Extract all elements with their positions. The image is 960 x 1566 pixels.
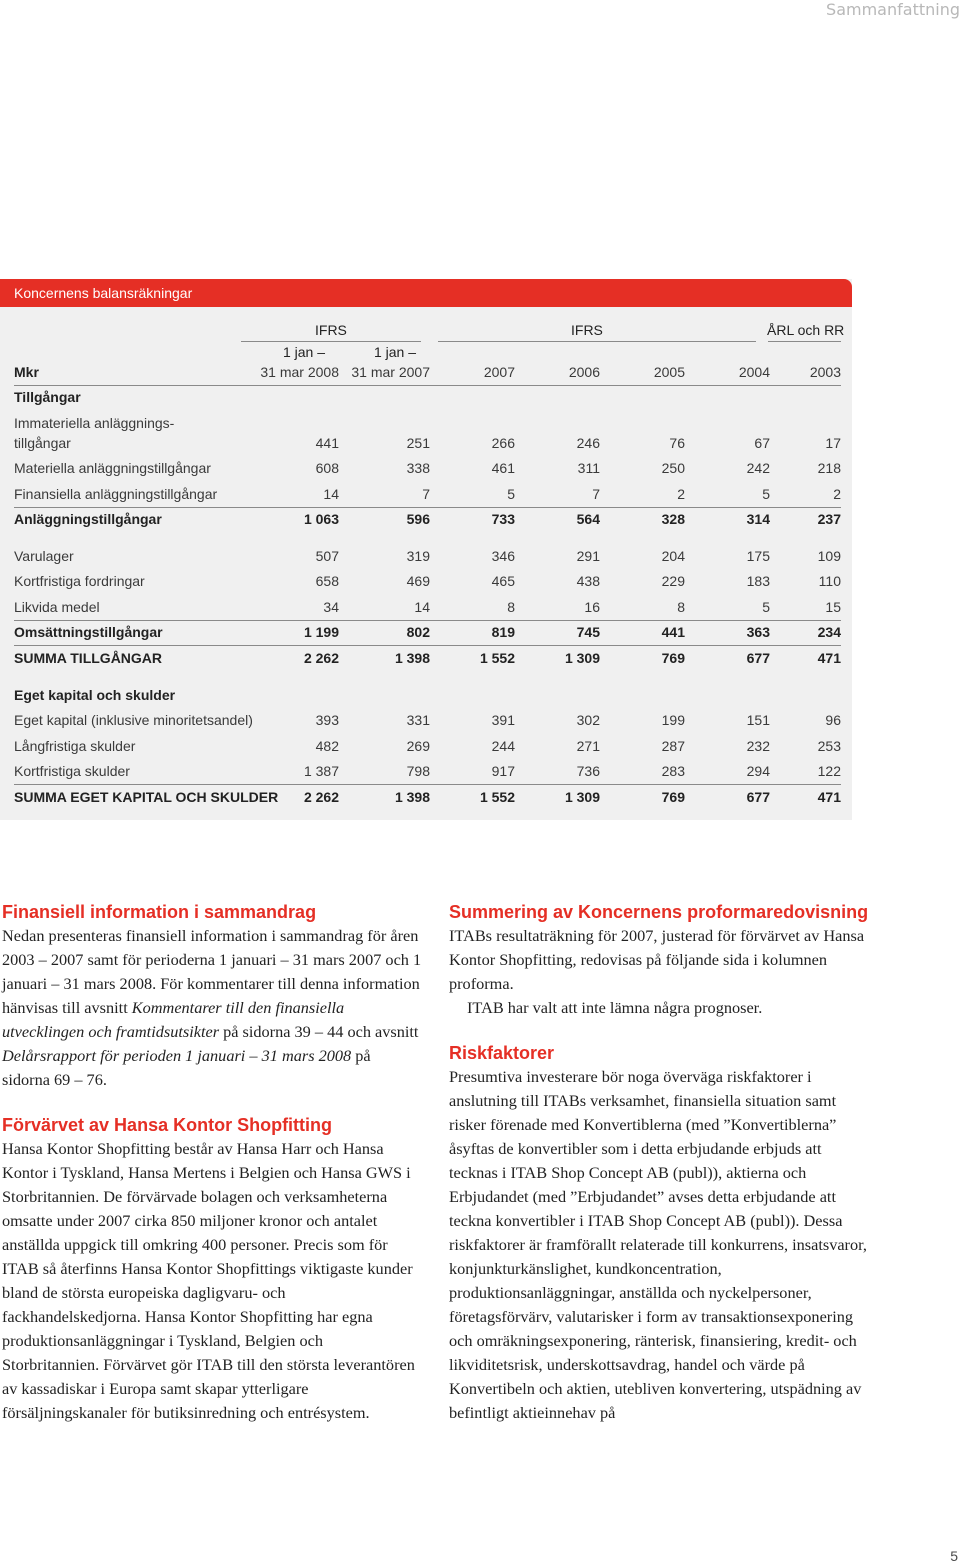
total-row bbox=[14, 646, 841, 671]
text: på sidorna 39 – 44 och avsnitt bbox=[219, 1022, 419, 1041]
group-head-arl: ÅRL och RR bbox=[767, 322, 845, 338]
table-row bbox=[14, 544, 841, 569]
cell: 438 bbox=[576, 573, 600, 589]
cell: 7 bbox=[422, 486, 430, 502]
row-label: SUMMA TILLGÅNGAR bbox=[14, 650, 163, 666]
table-row bbox=[14, 456, 841, 481]
cell: 8 bbox=[677, 599, 685, 615]
cell: 1 309 bbox=[564, 650, 600, 666]
row-label-line1: Immateriella anläggnings- bbox=[14, 415, 175, 431]
table-row bbox=[14, 708, 841, 733]
row-label: Finansiella anläggningstillgångar bbox=[14, 486, 218, 502]
row-label: Varulager bbox=[14, 548, 74, 564]
cell: 1 387 bbox=[303, 763, 339, 779]
cell: 596 bbox=[406, 511, 430, 527]
section-label: Tillgångar bbox=[14, 389, 81, 405]
cell: 7 bbox=[592, 486, 600, 502]
paragraph: Hansa Kontor Shopfitting består av Hansa Harr och Hansa Kontor i Tyskland, Hansa Mertens i Belgien och Hansa GWS i Storbritannien. De förvärvade bolagen och verksamheterna omsatte under 2007 cirka 850 miljoner kronor och antalet anställda uppgick till omkring 400 personer. Precis som för ITAB så återfinns Hansa Kontor Shopfittings viktigaste kunder bland de största europeiska dagligvaru- och fackhandelskedjorna. Hansa Kontor Shopfitting har egna produktionsanläggningar i Tyskland, Belgien och Storbritannien. Förvärvet gör ITAB till den största leverantören av kassadiskar i Europa samt skapar ytterligare försäljningskanaler för butiksinredning och entrésystem. bbox=[2, 1139, 415, 1422]
cell: 122 bbox=[817, 763, 841, 779]
cell: 2 bbox=[833, 486, 841, 502]
cell: 17 bbox=[825, 435, 841, 451]
group-head-ifrs-annual: IFRS bbox=[571, 322, 603, 338]
cell: 246 bbox=[576, 435, 600, 451]
cell: 798 bbox=[406, 763, 430, 779]
row-label: tillgångar bbox=[14, 435, 71, 451]
cell: 311 bbox=[577, 460, 600, 476]
cell: 151 bbox=[746, 712, 770, 728]
cell: 564 bbox=[576, 511, 600, 527]
cell: 199 bbox=[661, 712, 685, 728]
cell: 271 bbox=[576, 738, 600, 754]
paragraph bbox=[2, 924, 422, 1092]
col-head: 31 mar 2008 bbox=[260, 364, 339, 380]
cell: 745 bbox=[576, 624, 600, 640]
cell: 507 bbox=[315, 548, 339, 564]
cell: 471 bbox=[817, 650, 841, 666]
heading-proforma: Summering av Koncernens proformaredovisning bbox=[449, 902, 869, 922]
cell: 769 bbox=[661, 789, 685, 805]
table-row bbox=[14, 734, 841, 759]
cell: 471 bbox=[817, 789, 841, 805]
row-label: Kortfristiga fordringar bbox=[14, 573, 145, 589]
cell: 2 262 bbox=[303, 789, 339, 805]
cell: 314 bbox=[746, 511, 770, 527]
cell: 14 bbox=[414, 599, 430, 615]
cell: 331 bbox=[406, 712, 430, 728]
subtotal-row bbox=[14, 620, 841, 646]
cell: 287 bbox=[661, 738, 685, 754]
left-text-column bbox=[2, 900, 422, 1425]
cell: 204 bbox=[661, 548, 685, 564]
cell: 283 bbox=[661, 763, 685, 779]
cell: 14 bbox=[323, 486, 339, 502]
cell: 2 262 bbox=[303, 650, 339, 666]
total-row bbox=[14, 785, 841, 810]
row-label: Långfristiga skulder bbox=[14, 738, 136, 754]
cell: 677 bbox=[746, 650, 770, 666]
page-number: 5 bbox=[950, 1548, 958, 1564]
cell: 8 bbox=[507, 599, 515, 615]
cell: 677 bbox=[746, 789, 770, 805]
balance-sheet-panel bbox=[0, 279, 852, 820]
group-head-ifrs-interim: IFRS bbox=[315, 322, 347, 338]
col-head: 2006 bbox=[568, 364, 600, 380]
table-row bbox=[14, 431, 841, 456]
cell: 393 bbox=[315, 712, 339, 728]
cell: 1 309 bbox=[564, 789, 600, 805]
heading-financial-summary: Finansiell information i sammandrag bbox=[2, 902, 317, 922]
cell: 16 bbox=[584, 599, 600, 615]
paragraph: ITABs resultaträkning för 2007, justerad för förvärvet av Hansa Kontor Shopfitting, redovisas på följande sida i kolumnen proforma. bbox=[449, 926, 865, 993]
cell: 232 bbox=[746, 738, 770, 754]
cell: 5 bbox=[507, 486, 515, 502]
cell: 96 bbox=[825, 712, 841, 728]
cell: 183 bbox=[746, 573, 770, 589]
section-label: Eget kapital och skulder bbox=[14, 687, 176, 703]
cell: 250 bbox=[661, 460, 685, 476]
cell: 109 bbox=[817, 548, 841, 564]
cell: 441 bbox=[661, 624, 685, 640]
cell: 328 bbox=[661, 511, 685, 527]
cell: 5 bbox=[762, 599, 770, 615]
cell: 34 bbox=[323, 599, 339, 615]
cell: 1 398 bbox=[394, 650, 430, 666]
text: på sidorna 69 – 76. bbox=[2, 1046, 371, 1089]
text-italic: Delårsrapport för perioden 1 januari – 31 mars 2008 bbox=[2, 1046, 352, 1065]
table-row bbox=[14, 569, 841, 594]
cell: 110 bbox=[818, 573, 841, 589]
text-italic: Kommentarer till den finansiella utvecklingen och framtidsutsikter bbox=[2, 998, 345, 1041]
col-head-line1: 1 jan – bbox=[282, 344, 325, 360]
cell: 5 bbox=[762, 486, 770, 502]
row-label: SUMMA EGET KAPITAL OCH SKULDER bbox=[14, 789, 279, 805]
cell: 244 bbox=[491, 738, 515, 754]
col-head-line1: 1 jan – bbox=[373, 344, 416, 360]
row-label: Kortfristiga skulder bbox=[14, 763, 130, 779]
group-rule bbox=[768, 341, 841, 342]
paragraph: Presumtiva investerare bör noga överväga riskfaktorer i anslutning till ITABs verksamhet, finansiella situation samt risker förenade med Konvertiblerna (med ”Konvertiblerna” åsyftas de konvertibler som i detta erbjudande erbjuds att tecknas i ITAB Shop Concept AB (publ)), aktierna och Erbjudandet (med ”Erbjudandet” avses detta erbjudande att teckna konvertibler i ITAB Shop Concept AB (publ)). Dessa riskfaktorer är framförallt relaterade till konkurrens, insatsvaror, konjunkturkänslighet, kundkoncentration, produktionsanläggningar, anställda och nyckelpersoner, företagsförvärv, valutarisker i form av transaktionsexponering och omräkningsexponering, ränterisk, finansiering, kredit- och likviditetsrisk, underskottsavdrag, handel och värde på Konvertibeln och aktien, utebliven konvertering, utspädning av befintligt aktieinnehav på bbox=[449, 1067, 867, 1422]
section-heading-assets bbox=[14, 385, 841, 410]
section-heading-equity bbox=[14, 683, 841, 708]
cell: 441 bbox=[315, 435, 339, 451]
cell: 266 bbox=[491, 435, 515, 451]
col-head: 31 mar 2007 bbox=[351, 364, 430, 380]
cell: 469 bbox=[406, 573, 430, 589]
cell: 733 bbox=[491, 511, 515, 527]
cell: 294 bbox=[746, 763, 770, 779]
cell: 465 bbox=[491, 573, 515, 589]
cell: 251 bbox=[406, 435, 430, 451]
cell: 802 bbox=[406, 624, 430, 640]
cell: 76 bbox=[669, 435, 685, 451]
cell: 346 bbox=[491, 548, 515, 564]
cell: 269 bbox=[406, 738, 430, 754]
cell: 1 398 bbox=[394, 789, 430, 805]
cell: 338 bbox=[406, 460, 430, 476]
cell: 1 199 bbox=[303, 624, 339, 640]
unit-label: Mkr bbox=[14, 364, 39, 380]
cell: 917 bbox=[491, 763, 515, 779]
table-title: Koncernens balansräkningar bbox=[0, 279, 852, 307]
group-rule bbox=[241, 341, 421, 342]
cell: 67 bbox=[754, 435, 770, 451]
row-label: Omsättningstillgångar bbox=[14, 624, 163, 640]
row-label: Anläggningstillgångar bbox=[14, 511, 162, 527]
col-head: 2007 bbox=[483, 364, 515, 380]
cell: 234 bbox=[817, 624, 841, 640]
cell: 229 bbox=[661, 573, 685, 589]
row-label: Eget kapital (inklusive minoritetsandel) bbox=[14, 712, 253, 728]
cell: 15 bbox=[825, 599, 841, 615]
row-label: Likvida medel bbox=[14, 599, 100, 615]
cell: 736 bbox=[576, 763, 600, 779]
cell: 302 bbox=[576, 712, 600, 728]
cell: 319 bbox=[406, 548, 430, 564]
running-header: Sammanfattning bbox=[826, 0, 960, 19]
cell: 2 bbox=[677, 486, 685, 502]
text: Nedan presenteras finansiell information i sammandrag för åren 2003 – 2007 samt för perioderna 1 januari – 31 mars 2007 och 1 januari – 31 mars 2008. För kommentarer till denna information hänvisas till avsnitt bbox=[2, 926, 422, 1017]
right-text-column bbox=[449, 900, 869, 1425]
table-row bbox=[14, 482, 841, 508]
subtotal-row bbox=[14, 507, 841, 532]
cell: 253 bbox=[817, 738, 841, 754]
cell: 461 bbox=[491, 460, 515, 476]
group-rule bbox=[438, 341, 756, 342]
heading-acquisition: Förvärvet av Hansa Kontor Shopfitting bbox=[2, 1115, 333, 1135]
column-header-row bbox=[14, 360, 841, 386]
cell: 819 bbox=[491, 624, 515, 640]
paragraph: ITAB har valt att inte lämna några prognoser. bbox=[467, 998, 763, 1017]
cell: 242 bbox=[746, 460, 770, 476]
cell: 658 bbox=[315, 573, 339, 589]
cell: 291 bbox=[576, 548, 600, 564]
cell: 175 bbox=[746, 548, 770, 564]
col-head: 2004 bbox=[738, 364, 770, 380]
table-row bbox=[14, 759, 841, 785]
col-head: 2005 bbox=[653, 364, 685, 380]
cell: 608 bbox=[315, 460, 339, 476]
heading-risk-factors: Riskfaktorer bbox=[449, 1043, 555, 1063]
cell: 218 bbox=[817, 460, 841, 476]
cell: 363 bbox=[746, 624, 770, 640]
cell: 1 552 bbox=[479, 650, 515, 666]
row-label: Materiella anläggningstillgångar bbox=[14, 460, 211, 476]
cell: 237 bbox=[817, 511, 841, 527]
cell: 769 bbox=[661, 650, 685, 666]
cell: 1 063 bbox=[303, 511, 339, 527]
cell: 482 bbox=[315, 738, 339, 754]
table-row bbox=[14, 595, 841, 621]
col-head: 2003 bbox=[809, 364, 841, 380]
cell: 1 552 bbox=[479, 789, 515, 805]
cell: 391 bbox=[491, 712, 515, 728]
